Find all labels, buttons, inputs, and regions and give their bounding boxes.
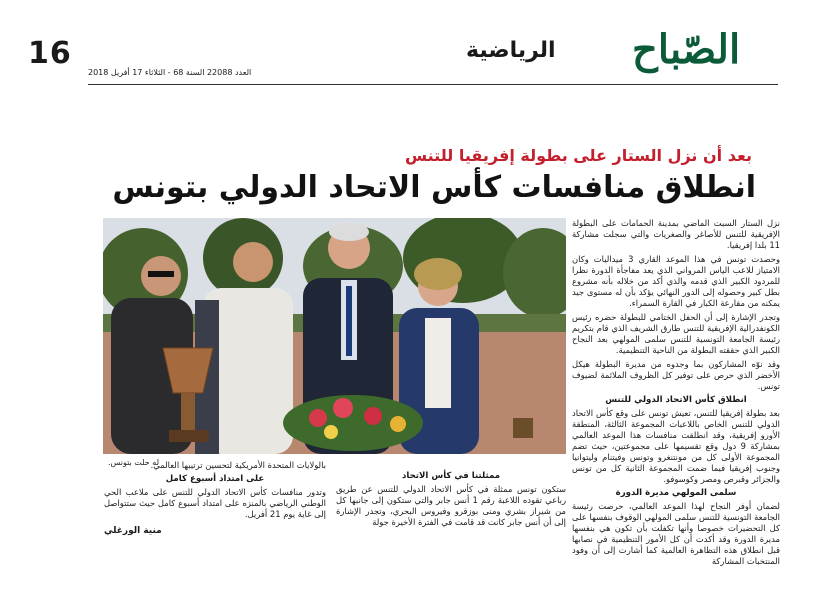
article-column-middle [336, 470, 566, 531]
section-title: الرياضية [466, 38, 556, 63]
header-divider [88, 84, 778, 85]
subheading: انطلاق كأس الاتحاد الدولي للتنس [605, 395, 747, 405]
small-trophy [513, 418, 533, 438]
trophy-stem [181, 393, 195, 433]
person-4-blouse [425, 318, 451, 408]
sunglasses [148, 271, 174, 277]
paragraph: وقد نوّه المشاركون بما وجدوه من مديرة البطولة هيكل الأخضر الذي حرص على توفير كل الظروف الملائمة لضيوف تونس. [572, 359, 780, 391]
person-4-hair [414, 258, 462, 290]
subheading: سلمى المولهي مديرة الدورة [615, 488, 737, 498]
newspaper-logo: الصّباح [632, 26, 741, 73]
person-3-tie [346, 286, 352, 356]
paragraph: بالولايات المتحدة الأمريكية لتحسين ترتيبها العالمي. [150, 460, 326, 470]
subheading: ممثلتنا في كأس الاتحاد [401, 471, 501, 481]
person-2-head [233, 242, 273, 282]
flower [364, 407, 382, 425]
paragraph: نزل الستار السبت الماضي بمدينة الحمامات على البطولة الإفريقية للتنس للأصاغر والصغريات والتي سجلت مشاركة 11 بلدا إفريقيا. [572, 218, 780, 250]
flower [309, 409, 327, 427]
paragraph: بعد بطولة إفريقيا للتنس، تعيش تونس على وقع كأس الاتحاد الدولي للتنس الخاص باللاعبات المجموعة الثالثة، المنطقة الأورو إفريقية، وقد انطلقت منافسات هذا الموعد العالمي بمشاركة 9 دول وقع تقسيمها على مجموعتين، حيث تضم المجموعة الأولى كل من مونتنغرو وتونس وفيتنام وليتوانيا وجنوب إفريقيا فيما ضمت المجموعة الثانية كل من تونس والجزائر وقبرص ومصر وكوسوفو. [572, 408, 780, 484]
author-byline: منية الورغلي [104, 526, 162, 536]
subheading: على امتداد أسبوع كامل [165, 474, 265, 484]
article-headline: انطلاق منافسات كأس الاتحاد الدولي بتونس [112, 170, 756, 205]
article-kicker: بعد أن نزل الستار على بطولة إفريقيا للتنس [405, 146, 752, 165]
paragraph: وحصدت تونس في هذا الموعد القاري 3 ميداليات وكان الامتياز للاعب الياس المرواني الذي يعد مفاجأة الدورة نظرا للمردود الكبير الذي قدمه والذي أكد من خلاله بأنه مشروع بطل كبير وحصوله إلى الدور النهائي يؤكد بأن له مستوى جيد يمكنه من مقارعة الكبار في القارة السمراء. [572, 254, 781, 308]
article-photo [103, 218, 566, 454]
flower [324, 425, 338, 439]
flower [333, 398, 353, 418]
article-column-left [104, 460, 326, 537]
photo-illustration [103, 218, 566, 454]
issue-date-line: العدد 22088 السنة 68 - الثلاثاء 17 أفريل 2018 [88, 68, 252, 77]
flower [390, 416, 406, 432]
trophy-base [169, 430, 209, 442]
paragraph: وتدور منافسات كأس الاتحاد الدولي للتنس على ملاعب الحي الوطني الرياضي بالمنزه على امتداد أسبوع كامل حيث ستتواصل إلى غاية يوم 21 أفريل. [104, 487, 326, 519]
photo-caption: له حلت بتونس. [108, 458, 160, 467]
paragraph: وتجدر الإشارة إلى أن الحفل الختامي للبطولة حضره رئيس الكونفدرالية الإفريقية للتنس طارق الشريف الذي قام بتكريم رئيسة الجامعة التونسية للتنس سلمى المولهي بعد النجاح الكبير الذي حققته البطولة من الناحية التنظيمية. [572, 312, 780, 355]
paragraph: لضمان أوفر النجاح لهذا الموعد العالمي، حرصت رئيسة الجامعة التونسية للتنس سلمى المولهي الوقوف بنفسها على كل التحضيرات خصوصا وأنها تكفلت بأن تكون هي بنفسها مديرة الدورة وقد أكدت أن كل الأمور التنظيمية في نصابها قبل انطلاق هذه التظاهرة العالمية كما أشارت إلى أن وفود المنتخبات المشاركة [572, 501, 780, 566]
person-3-hair [329, 223, 369, 241]
article-column-right [572, 218, 780, 570]
page-number: 16 [28, 36, 72, 71]
paragraph: ستكون تونس ممثلة في كأس الاتحاد الدولي للتنس عن طريق رباعي تقوده اللاعبة رقم 1 أنس جابر والتي ستكون إلى جانبها كل من شيراز بشري ومنى بوزقرو وفيروس البحري، وتجدر الإشارة إلى أن أنس جابر كانت قد قامت في الفترة الأخيرة جولة [336, 484, 567, 527]
